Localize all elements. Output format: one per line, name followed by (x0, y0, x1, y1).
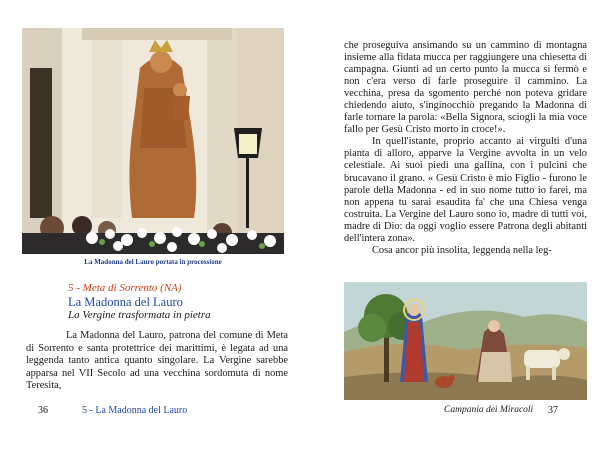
right-page-number: 37 (548, 405, 558, 416)
right-paragraph-1: che proseguiva ansimando su un cammino di montagna insieme alla fidata mucca per raggiungere una chiesetta di campagna. Giunti ad un certo punto la mucca si fermò e non c'era verso di farle proseguire il cammino. La vecchina, presa da sgomento perché non poteva gridare chiedendo aiuto, s'inginocchiò pregando la Madonna di farle tornare la parola: «Bella Signora, sciogli la mia voce fallo per Gesù Cristo morto in croce!». (344, 40, 587, 136)
left-body-text (26, 330, 288, 393)
right-page (300, 0, 600, 450)
book-title-footer: Campania dei Miracoli (444, 405, 534, 415)
procession-photo (22, 28, 284, 254)
left-page-number: 36 (38, 405, 48, 416)
photo-caption: La Madonna del Lauro portata in processione (84, 258, 222, 266)
apparition-painting (344, 282, 587, 400)
chapter-number: 5 - Meta di Sorrento (NA) (68, 282, 182, 294)
chapter-heading (68, 282, 288, 322)
left-footer-chapter: 5 - La Madonna del Lauro (82, 405, 188, 416)
chapter-title: La Madonna del Lauro (68, 295, 183, 309)
right-paragraph-3: Cosa ancor più insolita, leggenda nella leg- (372, 244, 552, 256)
left-paragraph: La Madonna del Lauro, patrona del comune di Meta di Sorrento e santa protettrice dei marittimi, è legata ad una leggenda tanto antica quanto singolare. La Vergine sarebbe apparsa nel VII Secolo ad una vecchina sordomuta di nome Teresita, (26, 330, 288, 392)
right-paragraph-2: In quell'istante, proprio accanto ai virgulti d'una pianta di alloro, apparve la Vergine avvolta in un velo celestiale. Ai suoi piedi una gallina, con i pulcini che brucavano il grano. « Gesù Cristo è mio Figlio - furono le parole della Madonna - ed in suo nome tutto io farei, ma non appena tu sarai esaudita fa' che una Chiesa venga costruita. La Vergine del Lauro sono io, madre di tutti voi, madre di Dio: da oggi voglio essere Patrona degli abitanti dell'intera zona». (344, 136, 587, 244)
right-body-text (344, 40, 587, 257)
chapter-subtitle: La Vergine trasformata in pietra (68, 309, 211, 321)
